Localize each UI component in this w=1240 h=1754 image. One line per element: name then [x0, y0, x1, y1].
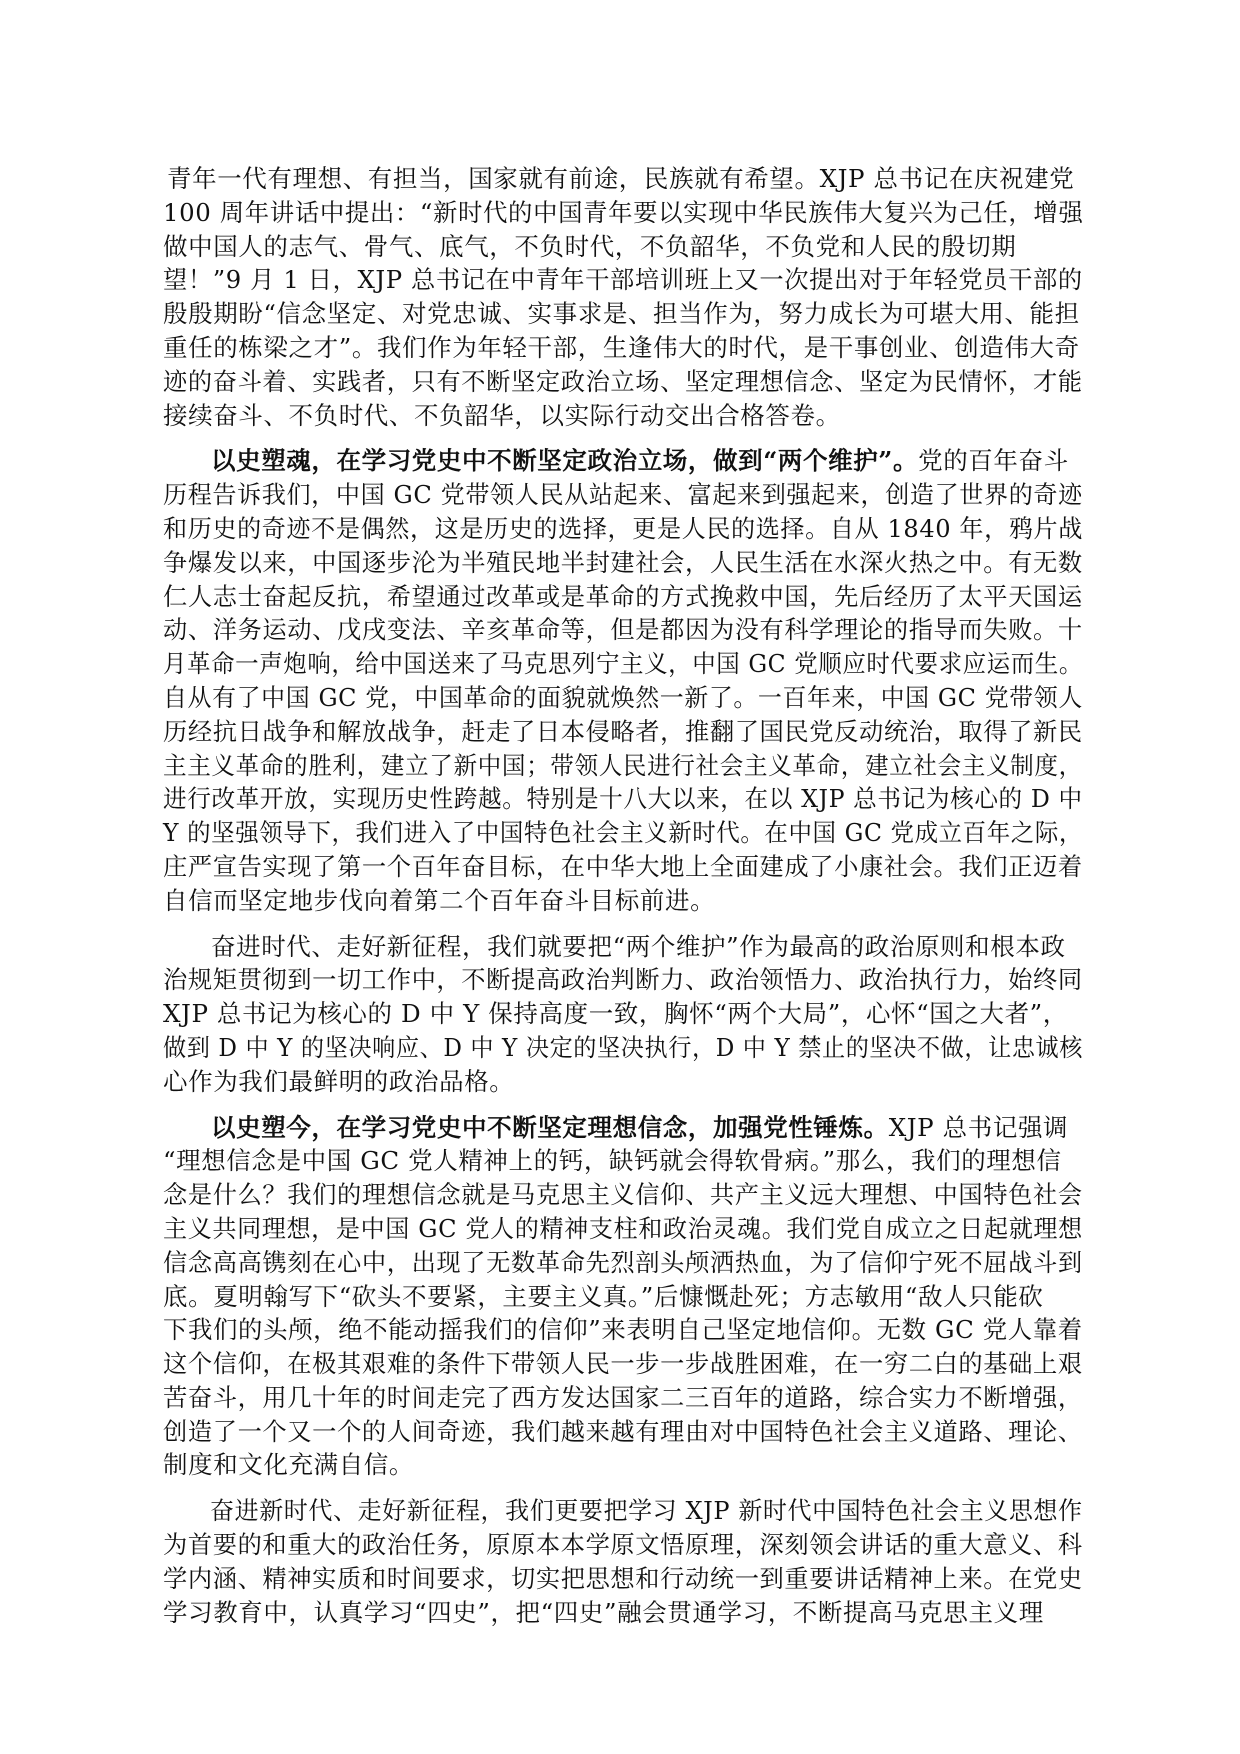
paragraph-line: 望！”9 月 1 日，XJP 总书记在中青年干部培训班上又一次提出对于年轻党员干部的: [163, 265, 1083, 295]
paragraph-line: 下我们的头颅，绝不能动摇我们的信仰”来表明自己坚定地信仰。无数 GC 党人靠着: [163, 1315, 1083, 1345]
paragraph-bold-lead: 以史塑今，在学习党史中不断坚定理想信念，加强党性锤炼。: [211, 1112, 889, 1142]
paragraph-line: 念是什么？我们的理想信念就是马克思主义信仰、共产主义远大理想、中国特色社会: [163, 1180, 1083, 1210]
paragraph-line: 这个信仰，在极其艰难的条件下带领人民一步一步战胜困难，在一穷二白的基础上艰: [163, 1349, 1083, 1379]
paragraph-line: 殷殷期盼“信念坚定、对党忠诚、实事求是、担当作为，努力成长为可堪大用、能担: [163, 299, 1080, 329]
paragraph-line: XJP 总书记为核心的 D 中 Y 保持高度一致，胸怀“两个大局”，心怀“国之大者”，: [163, 999, 1068, 1029]
paragraph-line: 进行改革开放，实现历史性跨越。特别是十八大以来，在以 XJP 总书记为核心的 D 中: [163, 784, 1083, 814]
paragraph-line: 月革命一声炮响，给中国送来了马克思列宁主义，中国 GC 党顺应时代要求应运而生。: [163, 649, 1083, 679]
document-body: [163, 162, 1083, 1641]
paragraph-line: 奋进新时代、走好新征程，我们更要把学习 XJP 新时代中国特色社会主义思想作: [210, 1496, 1083, 1526]
paragraph-line: 历程告诉我们，中国 GC 党带领人民从站起来、富起来到强起来，创造了世界的奇迹: [163, 480, 1083, 510]
paragraph-line: 心作为我们最鲜明的政治品格。: [163, 1066, 515, 1096]
paragraph-line: 创造了一个又一个的人间奇迹，我们越来越有理由对中国特色社会主义道路、理论、: [163, 1416, 1083, 1446]
paragraph-line: 学习教育中，认真学习“四史”，把“四史”融会贯通学习，不断提高马克思主义理: [163, 1597, 1044, 1627]
paragraph-line: 重任的栋梁之才”。我们作为年轻干部，生逢伟大的时代，是干事创业、创造伟大奇: [163, 332, 1080, 362]
paragraph-bold-lead: 以史塑魂，在学习党史中不断坚定政治立场，做到“两个维护”。: [211, 446, 919, 476]
paragraph-line: 争爆发以来，中国逐步沦为半殖民地半封建社会，人民生活在水深火热之中。有无数: [163, 547, 1083, 577]
paragraph-line: 接续奋斗、不负时代、不负韶华，以实际行动交出合格答卷。: [163, 400, 841, 430]
paragraph-line: 庄严宣告实现了第一个百年奋目标，在中华大地上全面建成了小康社会。我们正迈着: [163, 851, 1083, 881]
paragraph-line: 治规矩贯彻到一切工作中，不断提高政治判断力、政治领悟力、政治执行力，始终同: [163, 965, 1083, 995]
paragraph-line: 主义共同理想，是中国 GC 党人的精神支柱和政治灵魂。我们党自成立之日起就理想: [163, 1213, 1083, 1243]
paragraph-line: 底。夏明翰写下“砍头不要紧，主要主义真。”后慷慨赴死；方志敏用“敌人只能砍: [163, 1281, 1044, 1311]
paragraph-line: Y 的坚强领导下，我们进入了中国特色社会主义新时代。在中国 GC 党成立百年之际，: [163, 818, 1083, 848]
paragraph-line: 奋进时代、走好新征程，我们就要把“两个维护”作为最高的政治原则和根本政: [211, 931, 1066, 961]
paragraph-line: 做到 D 中 Y 的坚决响应、D 中 Y 决定的坚决执行，D 中 Y 禁止的坚决不做，让忠诚核: [163, 1032, 1084, 1062]
paragraph-line: “理想信念是中国 GC 党人精神上的钙，缺钙就会得软骨病。”那么，我们的理想信: [163, 1146, 1062, 1176]
paragraph-5: [163, 1494, 1083, 1629]
paragraph-line: 自信而坚定地步伐向着第二个百年奋斗目标前进。: [163, 885, 716, 915]
paragraph-line-rest: 党的百年奋斗: [918, 446, 1069, 476]
paragraph-line: 青年一代有理想、有担当，国家就有前途，民族就有希望。XJP 总书记在庆祝建党: [167, 164, 1075, 193]
paragraph-line-rest: XJP 总书记强调: [888, 1112, 1069, 1142]
paragraph-line: 制度和文化充满自信。: [163, 1450, 414, 1480]
paragraph-line: 做中国人的志气、骨气、底气，不负时代，不负韶华，不负党和人民的殷切期: [163, 231, 1017, 261]
paragraph-4: [163, 1111, 1083, 1483]
paragraph-line: 为首要的和重大的政治任务，原原本本学原文悟原理，深刻领会讲话的重大意义、科: [163, 1530, 1083, 1560]
paragraph-line: [163, 1111, 1083, 1145]
paragraph-line: 100 周年讲话中提出：“新时代的中国青年要以实现中华民族伟大复兴为己任，增强: [163, 197, 1084, 227]
paragraph-line: 迹的奋斗着、实践者，只有不断坚定政治立场、坚定理想信念、坚定为民情怀，才能: [163, 366, 1083, 396]
paragraph-line: 仁人志士奋起反抗，希望通过改革或是革命的方式挽救中国，先后经历了太平天国运: [163, 581, 1083, 611]
paragraph-line: [163, 444, 1083, 478]
paragraph-line: 信念高高镌刻在心中，出现了无数革命先烈剖头颅洒热血，为了信仰宁死不屈战斗到: [163, 1247, 1083, 1277]
paragraph-line: 动、洋务运动、戊戌变法、辛亥革命等，但是都因为没有科学理论的指导而失败。十: [163, 615, 1083, 645]
paragraph-3: [163, 930, 1083, 1099]
paragraph-line: 苦奋斗，用几十年的时间走完了西方发达国家二三百年的道路，综合实力不断增强，: [163, 1382, 1083, 1412]
paragraph-2: [163, 444, 1083, 917]
paragraph-line: 自从有了中国 GC 党，中国革命的面貌就焕然一新了。一百年来，中国 GC 党带领人: [163, 682, 1083, 712]
paragraph-line: 历经抗日战争和解放战争，赶走了日本侵略者，推翻了国民党反动统治，取得了新民: [163, 716, 1083, 746]
paragraph-line: 主主义革命的胜利，建立了新中国；带领人民进行社会主义革命，建立社会主义制度，: [163, 750, 1083, 780]
paragraph-line: 和历史的奇迹不是偶然，这是历史的选择，更是人民的选择。自从 1840 年，鸦片战: [163, 513, 1083, 543]
paragraph-line: 学内涵、精神实质和时间要求，切实把思想和行动统一到重要讲话精神上来。在党史: [163, 1563, 1083, 1593]
paragraph-1: [163, 162, 1083, 432]
